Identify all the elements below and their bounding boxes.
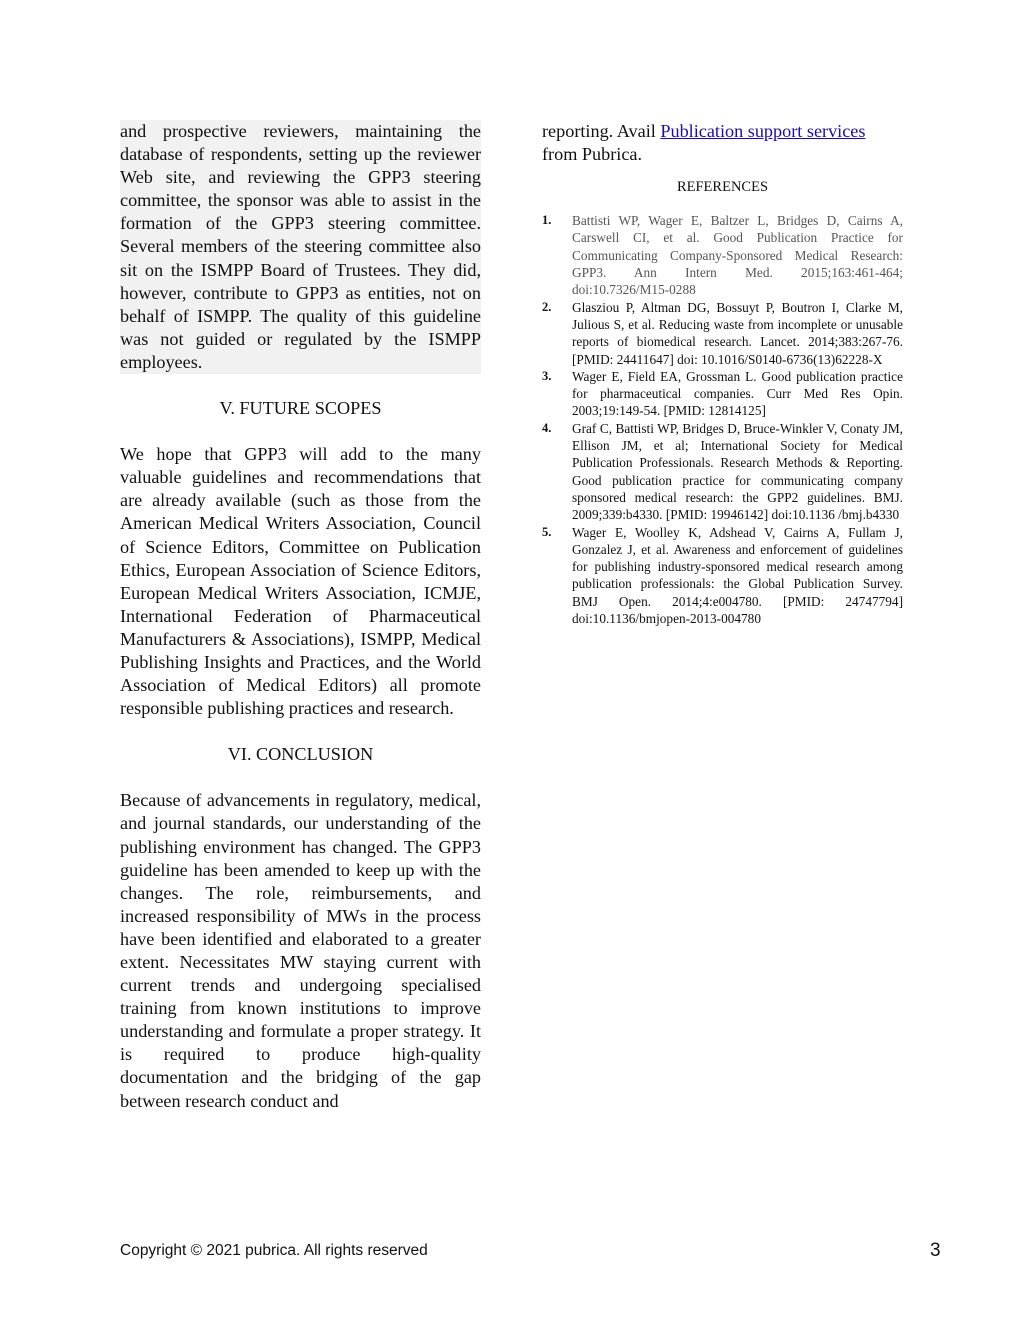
reference-number: 2. [542, 299, 552, 314]
heading-future-scopes: V. FUTURE SCOPES [219, 398, 382, 419]
footer-copyright: Copyright © 2021 pubrica. All rights reserved [120, 1242, 428, 1259]
heading-conclusion: VI. CONCLUSION [227, 744, 374, 765]
reference-text: Battisti WP, Wager E, Baltzer L, Bridges D, Cairns A, Carswell CI, et al. Good Publication Practice for Communicating Company-Sponsored Medical Research: GPP3. Ann Intern Med. 2015;163:461-464; doi:10.7326/M15-0288 [572, 213, 903, 298]
left-column [120, 120, 481, 1113]
publication-support-link[interactable]: Publication support services [660, 121, 866, 141]
paragraph-conclusion: Because of advancements in regulatory, medical, and journal standards, our understanding of the publishing environment has changed. The GPP3 guideline has been amended to keep up with the changes. The role, reimbursements, and increased responsibility of MWs in the process have been identified and elaborated to a greater extent. Necessitates MW staying current with current trends and undergoing specialised training from known institutions to improve understanding and formulate a proper strategy. It is required to produce high-quality documentation and the bridging of the gap between research conduct and [120, 790, 481, 1111]
references-list [542, 212, 903, 627]
references-title: REFERENCES [676, 179, 769, 196]
reference-item [542, 368, 903, 420]
reference-item [542, 420, 903, 524]
reference-number: 1. [542, 213, 552, 228]
intro-suffix: from Pubrica. [542, 144, 643, 165]
intro-prefix: reporting. Avail [542, 121, 661, 141]
reference-text: Wager E, Field EA, Grossman L. Good publication practice for pharmaceutical companies. Curr Med Res Opin. 2003;19:149-54. [PMID: 12814125] [572, 368, 903, 419]
reporting-intro [542, 120, 903, 166]
paragraph-future-scopes: We hope that GPP3 will add to the many valuable guidelines and recommendations that are already available (such as those from the American Medical Writers Association, Council of Science Editors, Committee on Publication Ethics, European Association of Science Editors, European Medical Writers Association, ICMJE, International Federation of Pharmaceutical Manufacturers & Associations), ISMPP, Medical Publishing Insights and Practices, and the World Association of Medical Editors) all promote responsible publishing practices and research. [120, 444, 481, 719]
reference-item [542, 299, 903, 368]
reference-text: Wager E, Woolley K, Adshead V, Cairns A, Fullam J, Gonzalez J, et al. Awareness and enforcement of guidelines for publishing industry-sponsored medical research among publication professionals: the Global Publication Survey. BMJ Open. 2014;4:e004780. [PMID: 24747794] doi:10.1136/bmjopen-2013-004780 [572, 524, 903, 627]
reference-number: 3. [542, 368, 552, 383]
page-number: 3 [930, 1240, 941, 1261]
paragraph-sponsor-role: and prospective reviewers, maintaining the database of respondents, setting up the reviewer Web site, and reviewing the GPP3 steering committee, the sponsor was able to assist in the formation of the GPP3 steering committee. Several members of the steering committee also sit on the ISMPP Board of Trustees. They did, however, contribute to GPP3 as entities, not on behalf of ISMPP. The quality of this guideline was not guided or regulated by the ISMPP employees. [120, 120, 481, 374]
reference-text: Glasziou P, Altman DG, Bossuyt P, Boutron I, Clarke M, Julious S, et al. Reducing waste from incomplete or unusable reports of biomedical research. Lancet. 2014;383:267-76. [PMID: 24411647] doi: 10.1016/S0140-6736(13)62228-X [572, 299, 903, 367]
reference-number: 4. [542, 420, 552, 435]
reference-item [542, 212, 903, 298]
reference-number: 5. [542, 524, 552, 539]
right-column [542, 120, 903, 627]
reference-text: Graf C, Battisti WP, Bridges D, Bruce-Winkler V, Conaty JM, Ellison JM, et al; International Society for Medical Publication Professionals. Research Methods & Reporting. Good publication practice for communicating company sponsored medical research: the GPP2 guidelines. BMJ. 2009;339:b4330. [PMID: 19946142] doi:10.1136 /bmj.b4330 [572, 420, 903, 523]
reference-item [542, 524, 903, 628]
